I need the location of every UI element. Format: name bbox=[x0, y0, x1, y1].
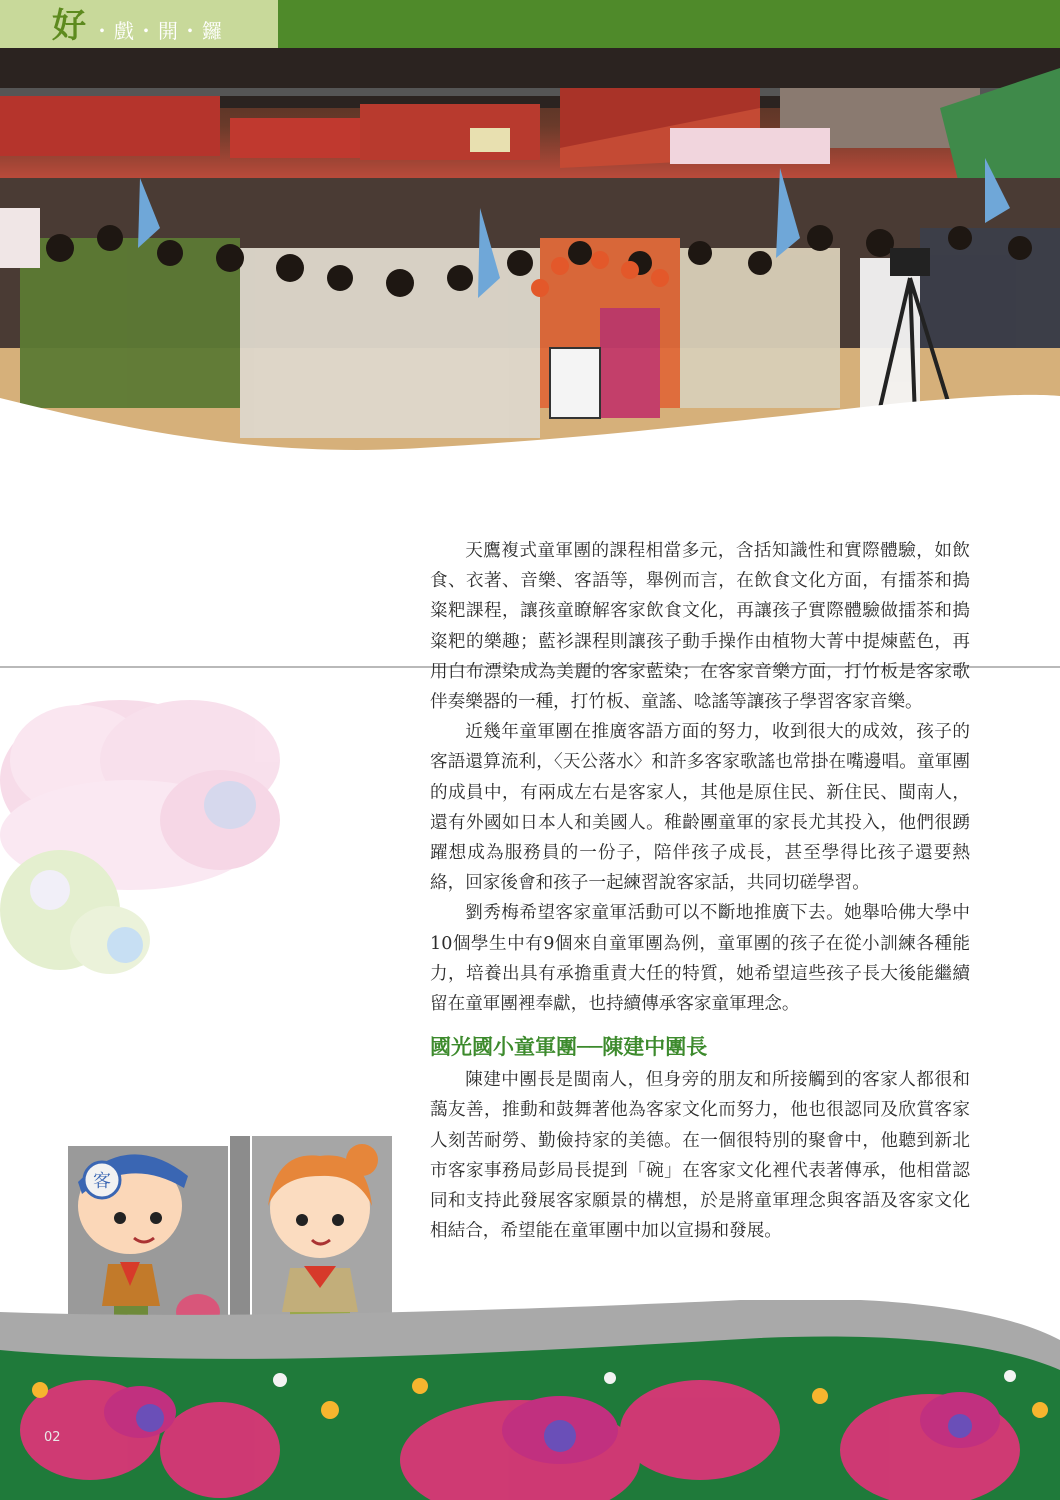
page-number: 02 bbox=[44, 1430, 61, 1445]
section-heading: 國光國小童軍團──陳建中團長 bbox=[430, 1035, 708, 1060]
scout-rally-photo bbox=[0, 48, 1060, 478]
article-paragraph: 劉秀梅希望客家童軍活動可以不斷地推廣下去。她舉哈佛大學中10個學生中有9個來自童軍團為例，童軍團的孩子在從小訓練各種能力，培養出具有承擔重責大任的特質，她希望這些孩子長大後能繼續留在童軍團裡奉獻，也持續傳承客家童軍理念。 bbox=[430, 903, 970, 1015]
article-paragraph: 陳建中團長是閩南人，但身旁的朋友和所接觸到的客家人都很和藹友善，推動和鼓舞著他為客家文化而努力，他也很認同及欣賞客家人刻苦耐勞、勤儉持家的美德。在一個很特別的聚會中，他聽到新北市客家事務局彭局長提到「碗」在客家文化裡代表著傳承，他相當認同和支持此發展客家願景的構想，於是將童軍理念與客語及客家文化相結合，希望能在童軍團中加以宣揚和發展。 bbox=[430, 1070, 970, 1242]
article-paragraph: 近幾年童軍團在推廣客語方面的努力，收到很大的成效，孩子的客語還算流利，〈天公落水〉和許多客家歌謠也常掛在嘴邊唱。童軍團的成員中，有兩成左右是客家人，其他是原住民、新住民、閩南人，還有外國如日本人和美國人。稚齡團童軍的家長尤其投入，他們很踴躍想成為服務員的一份子，陪伴孩子成長，甚至學得比孩子還要熱絡，回家後會和孩子一起練習說客家話，共同切磋學習。 bbox=[430, 722, 970, 894]
section-title-sub: ・戲・開・鑼 bbox=[92, 19, 224, 43]
article-body bbox=[430, 536, 970, 1246]
section-title-main: 好 bbox=[52, 6, 86, 46]
cap-letter: 客 bbox=[93, 1171, 111, 1192]
article-paragraph: 天鷹複式童軍團的課程相當多元，含括知識性和實際體驗，如飲食、衣著、音樂、客語等，舉例而言，在飲食文化方面，有擂茶和搗粢粑課程，讓孩童瞭解客家飲食文化，再讓孩子實際體驗做擂茶和搗粢粑的樂趣；藍衫課程則讓孩子動手操作由植物大菁中提煉藍色，再用白布漂染成為美麗的客家藍染；在客家音樂方面，打竹板是客家歌伴奏樂器的一種，打竹板、童謠、唸謠等讓孩子學習客家音樂。 bbox=[430, 541, 970, 713]
floral-fabric-decoration bbox=[0, 1300, 1060, 1500]
peony-flower-decoration bbox=[0, 660, 300, 1020]
header-tab bbox=[0, 0, 278, 48]
